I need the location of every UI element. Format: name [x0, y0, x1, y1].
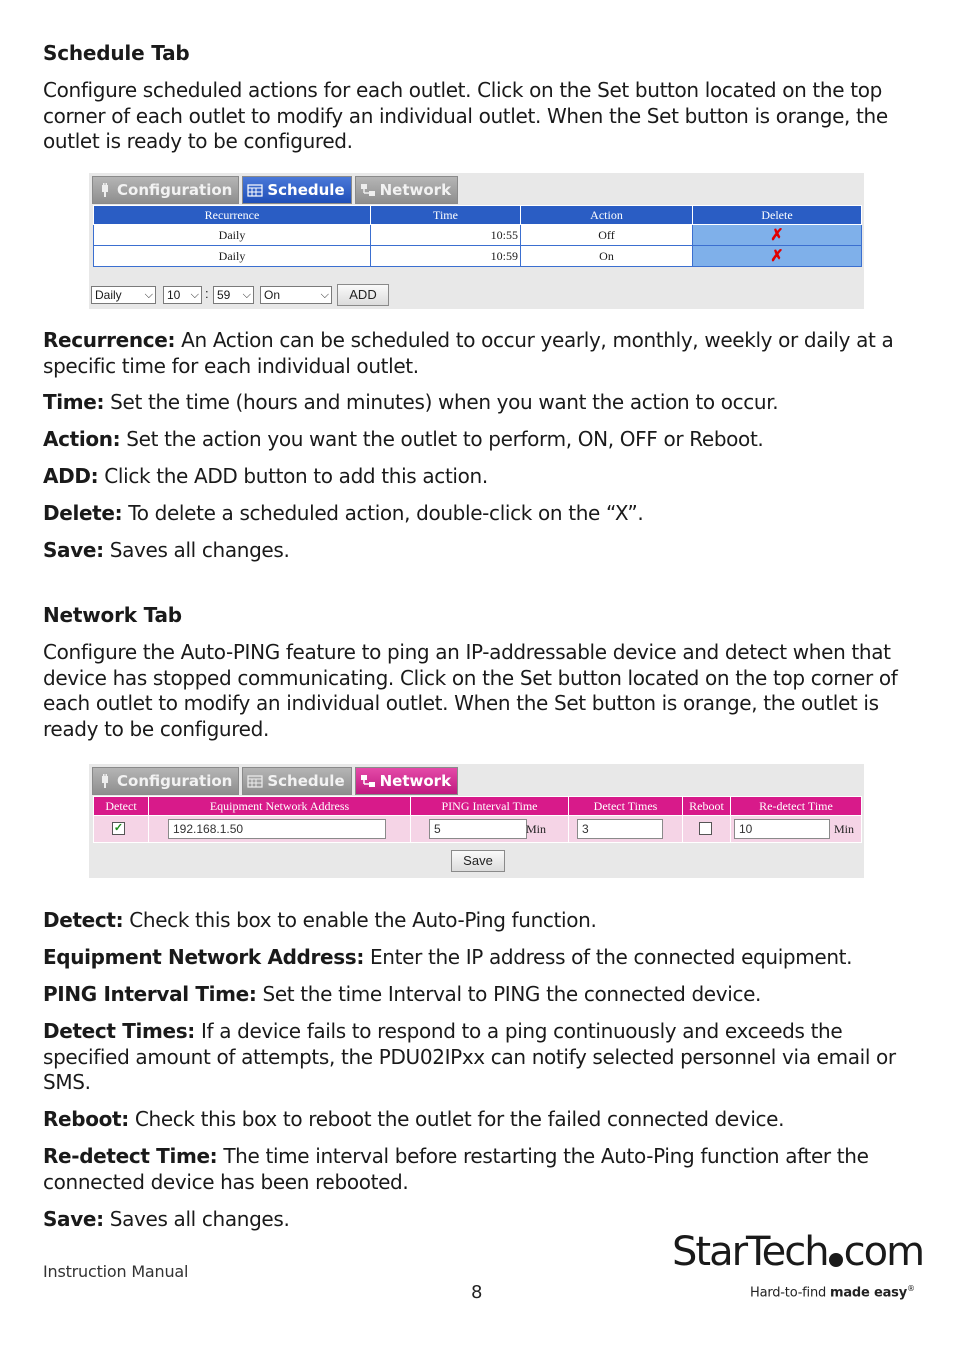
plug-icon: [97, 183, 113, 197]
cell-action: On: [521, 246, 693, 267]
redetect-input[interactable]: 10: [734, 819, 830, 839]
detect-times-input[interactable]: 3: [577, 819, 663, 839]
tab-schedule[interactable]: Schedule: [242, 176, 351, 204]
def-redetect: Re-detect Time: The time interval before restarting the Auto-Ping function after the connected device has been rebooted.: [43, 1144, 869, 1194]
network-tab-bar: [92, 767, 458, 795]
interval-unit: Min: [526, 822, 547, 836]
tab-schedule[interactable]: Schedule: [242, 767, 351, 795]
network-icon: [360, 774, 376, 788]
logo-dot-icon: [829, 1253, 843, 1267]
chevron-down-icon: ⌵: [242, 289, 251, 301]
cell-recurrence: Daily: [94, 225, 371, 246]
cell-time: 10:59: [371, 246, 521, 267]
schedule-table-header: [94, 206, 862, 225]
interval-input[interactable]: 5: [429, 819, 527, 839]
plug-icon: [97, 774, 113, 788]
calendar-icon: [247, 183, 263, 197]
def-save: Save: Saves all changes.: [43, 538, 290, 562]
logo-tagline: Hard-to-find made easy®: [750, 1284, 915, 1301]
network-screenshot: [89, 764, 864, 878]
def-recurrence: Recurrence: An Action can be scheduled to occur yearly, monthly, weekly or daily at a specific time for each individual outlet.: [43, 328, 894, 378]
schedule-table: [93, 205, 862, 267]
add-button[interactable]: ADD: [337, 284, 389, 306]
schedule-intro: Configure scheduled actions for each outlet. Click on the Set button located on the top corner of each outlet to modify an individual outlet. When the Set button is orange, the outlet is ready to be configured.: [43, 78, 888, 153]
detect-checkbox[interactable]: ✓: [113, 822, 124, 834]
tab-network[interactable]: Network: [355, 176, 458, 204]
redetect-unit: Min: [834, 822, 855, 836]
recurrence-select[interactable]: Daily ⌵: [91, 286, 156, 304]
network-icon: [360, 183, 376, 197]
time-separator: :: [205, 286, 209, 301]
reboot-checkbox[interactable]: [699, 822, 712, 835]
chevron-down-icon: ⌵: [144, 289, 153, 301]
def-address: Equipment Network Address: Enter the IP address of the connected equipment.: [43, 945, 853, 969]
def-detect: Detect: Check this box to enable the Auto-Ping function.: [43, 908, 597, 932]
delete-icon[interactable]: ✗: [693, 225, 862, 246]
page-number: 8: [471, 1282, 483, 1303]
table-row: [94, 246, 862, 267]
calendar-icon: [247, 774, 263, 788]
col-reboot: Reboot: [683, 797, 731, 816]
table-row: [94, 225, 862, 246]
network-heading: Network Tab: [43, 603, 182, 627]
cell-time: 10:55: [371, 225, 521, 246]
col-detect: Detect: [94, 797, 149, 816]
address-input[interactable]: 192.168.1.50: [168, 819, 386, 839]
chevron-down-icon: ⌵: [320, 289, 329, 301]
def-time: Time: Set the time (hours and minutes) when you want the action to occur.: [43, 390, 779, 414]
save-button[interactable]: Save: [451, 850, 505, 872]
schedule-heading: Schedule Tab: [43, 41, 190, 65]
delete-icon[interactable]: ✗: [693, 246, 862, 267]
manual-label: Instruction Manual: [43, 1262, 189, 1281]
tab-configuration[interactable]: Configuration: [92, 176, 239, 204]
cell-recurrence: Daily: [94, 246, 371, 267]
col-ping-interval: PING Interval Time: [411, 797, 569, 816]
def-ping-interval: PING Interval Time: Set the time Interval to PING the connected device.: [43, 982, 762, 1006]
cell-action: Off: [521, 225, 693, 246]
tab-network[interactable]: Network: [355, 767, 458, 795]
action-select[interactable]: On ⌵: [260, 286, 332, 304]
def-add: ADD: Click the ADD button to add this action.: [43, 464, 488, 488]
def-action: Action: Set the action you want the outlet to perform, ON, OFF or Reboot.: [43, 427, 764, 451]
def-delete: Delete: To delete a scheduled action, double-click on the “X”.: [43, 501, 644, 525]
def-reboot: Reboot: Check this box to reboot the outlet for the failed connected device.: [43, 1107, 785, 1131]
network-table-header: [94, 797, 862, 816]
schedule-screenshot: [89, 173, 864, 309]
network-intro: Configure the Auto-PING feature to ping an IP-addressable device and detect when that device has stopped communicating. Click on the Set button located on the top corner of each outlet to modify an individual outlet. When the Set button is orange, the outlet is ready to be configured.: [43, 640, 898, 741]
col-address: Equipment Network Address: [149, 797, 411, 816]
tab-configuration[interactable]: Configuration: [92, 767, 239, 795]
def-save-network: Save: Saves all changes.: [43, 1207, 290, 1231]
col-time: Time: [371, 206, 521, 225]
minute-select[interactable]: 59 ⌵: [213, 286, 254, 304]
hour-select[interactable]: 10 ⌵: [163, 286, 202, 304]
col-redetect: Re-detect Time: [731, 797, 862, 816]
col-action: Action: [521, 206, 693, 225]
schedule-tab-bar: [92, 176, 458, 204]
chevron-down-icon: ⌵: [190, 289, 199, 301]
startech-logo: StarTech com Hard-to-find made easy®: [672, 1229, 924, 1301]
col-detect-times: Detect Times: [569, 797, 683, 816]
col-recurrence: Recurrence: [94, 206, 371, 225]
col-delete: Delete: [693, 206, 862, 225]
def-detect-times: Detect Times: If a device fails to respond to a ping continuously and exceeds the specified amount of attempts, the PDU02IPxx can notify selected personnel via email or SMS.: [43, 1019, 896, 1094]
